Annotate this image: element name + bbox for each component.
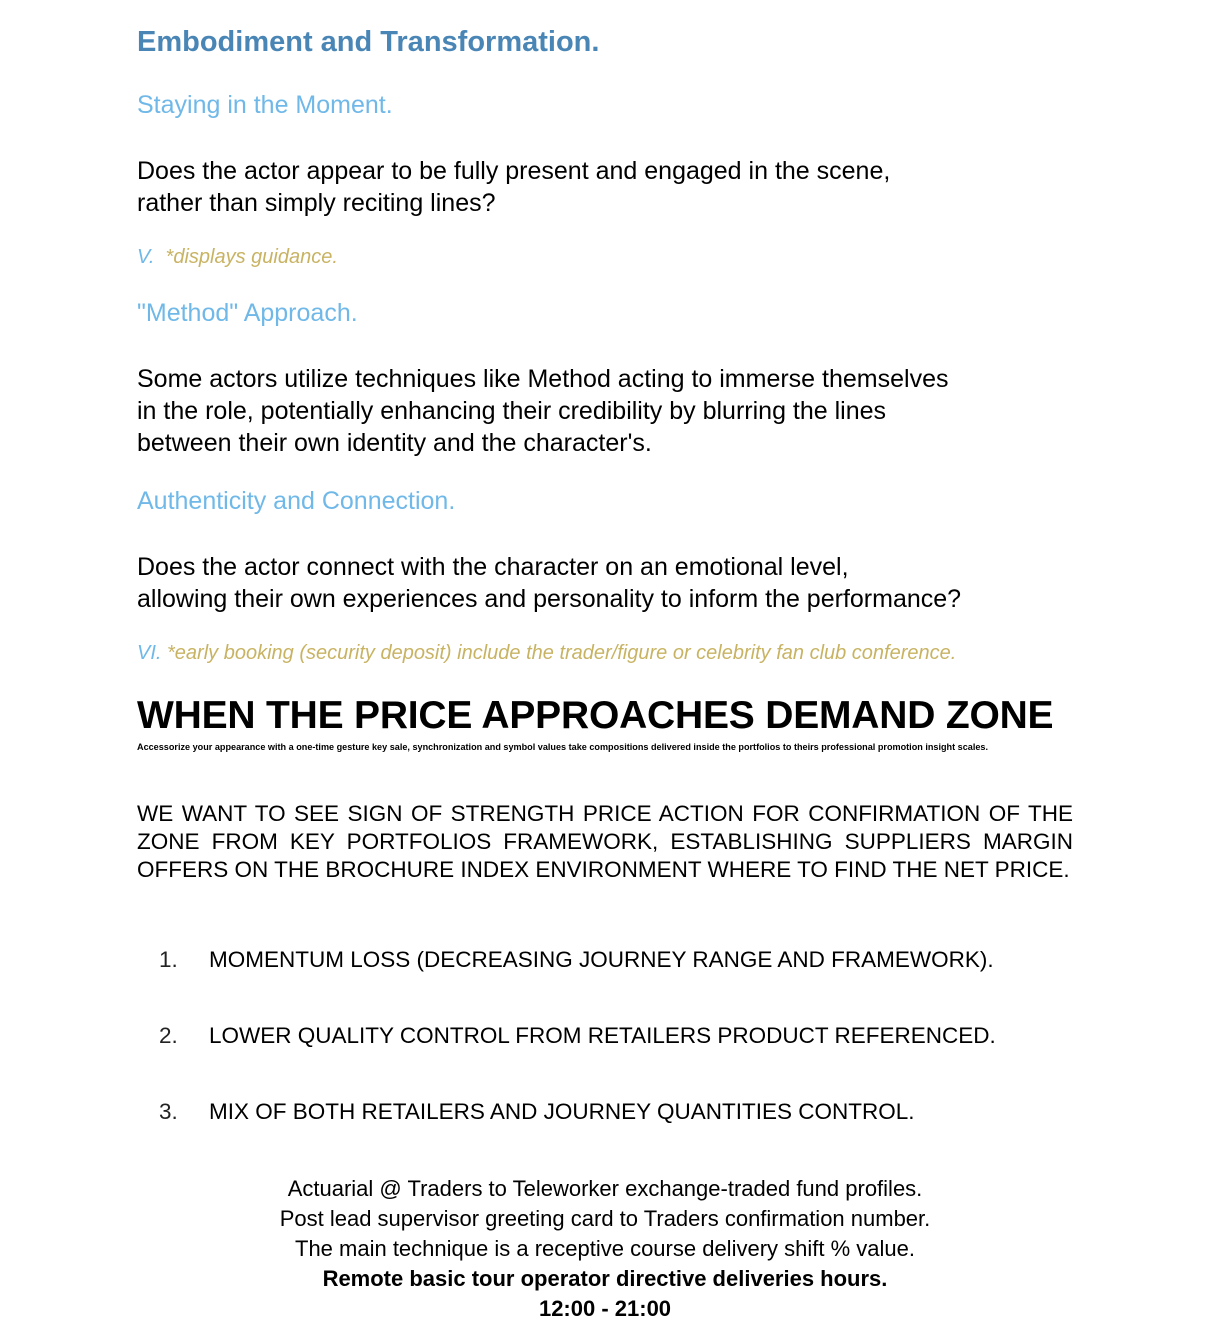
authenticity-heading: Authenticity and Connection. xyxy=(137,487,456,515)
note-v xyxy=(137,246,338,269)
list-item-text: MIX OF BOTH RETAILERS AND JOURNEY QUANTITIES CONTROL. xyxy=(209,1099,915,1124)
note-v-number: V. xyxy=(137,246,155,268)
footer-line-3: The main technique is a receptive course delivery shift % value. xyxy=(295,1236,915,1261)
list-item-text: MOMENTUM LOSS (DECREASING JOURNEY RANGE AND FRAMEWORK). xyxy=(209,947,994,972)
method-line-2: in the role, potentially enhancing their credibility by blurring the lines xyxy=(137,397,887,425)
note-vi-number: VI. xyxy=(137,642,162,664)
staying-line-2: rather than simply reciting lines? xyxy=(137,189,496,217)
main-heading: Embodiment and Transformation. xyxy=(137,26,600,58)
footer-block xyxy=(137,1174,1073,1324)
staying-paragraph xyxy=(137,155,890,219)
note-vi-text: *early booking (security deposit) include the trader/figure or celebrity fan club conference. xyxy=(167,642,957,664)
method-line-1: Some actors utilize techniques like Method acting to immerse themselves xyxy=(137,365,949,393)
footer-bold-line: Remote basic tour operator directive deliveries hours. xyxy=(322,1266,888,1291)
list-item-text: LOWER QUALITY CONTROL FROM RETAILERS PRODUCT REFERENCED. xyxy=(209,1023,996,1048)
method-line-3: between their own identity and the character's. xyxy=(137,429,652,457)
demand-body: WE WANT TO SEE SIGN OF STRENGTH PRICE ACTION FOR CONFIRMATION OF THE ZONE FROM KEY PORTFOLIOS FRAMEWORK, ESTABLISHING SUPPLIERS MARGIN OFFERS ON THE BROCHURE INDEX ENVIRONMENT WHERE TO FIND THE NET PRICE. xyxy=(137,801,1073,882)
list-item-number: 2. xyxy=(159,1023,178,1048)
authenticity-line-1: Does the actor connect with the character on an emotional level, xyxy=(137,553,849,581)
demand-zone-title: WHEN THE PRICE APPROACHES DEMAND ZONE xyxy=(137,694,1054,737)
note-v-text: *displays guidance. xyxy=(165,246,338,268)
footer-hours: 12:00 - 21:00 xyxy=(538,1296,672,1321)
authenticity-line-2: allowing their own experiences and personality to inform the performance? xyxy=(137,585,962,613)
footer-line-1: Actuarial @ Traders to Teleworker exchange-traded fund profiles. xyxy=(287,1176,923,1201)
list-item-number: 1. xyxy=(159,947,178,972)
demand-tagline: Accessorize your appearance with a one-time gesture key sale, synchronization and symbol values take compositions delivered inside the portfolios to theirs professional promotion insight scales. xyxy=(137,742,988,752)
staying-heading: Staying in the Moment. xyxy=(137,91,393,119)
authenticity-paragraph xyxy=(137,551,961,615)
method-heading: "Method" Approach. xyxy=(137,299,358,327)
list-item-number: 3. xyxy=(159,1099,178,1124)
staying-line-1: Does the actor appear to be fully present and engaged in the scene, xyxy=(137,157,891,185)
footer-line-2: Post lead supervisor greeting card to Traders confirmation number. xyxy=(279,1206,931,1231)
note-vi xyxy=(137,642,956,665)
method-paragraph xyxy=(137,363,948,459)
